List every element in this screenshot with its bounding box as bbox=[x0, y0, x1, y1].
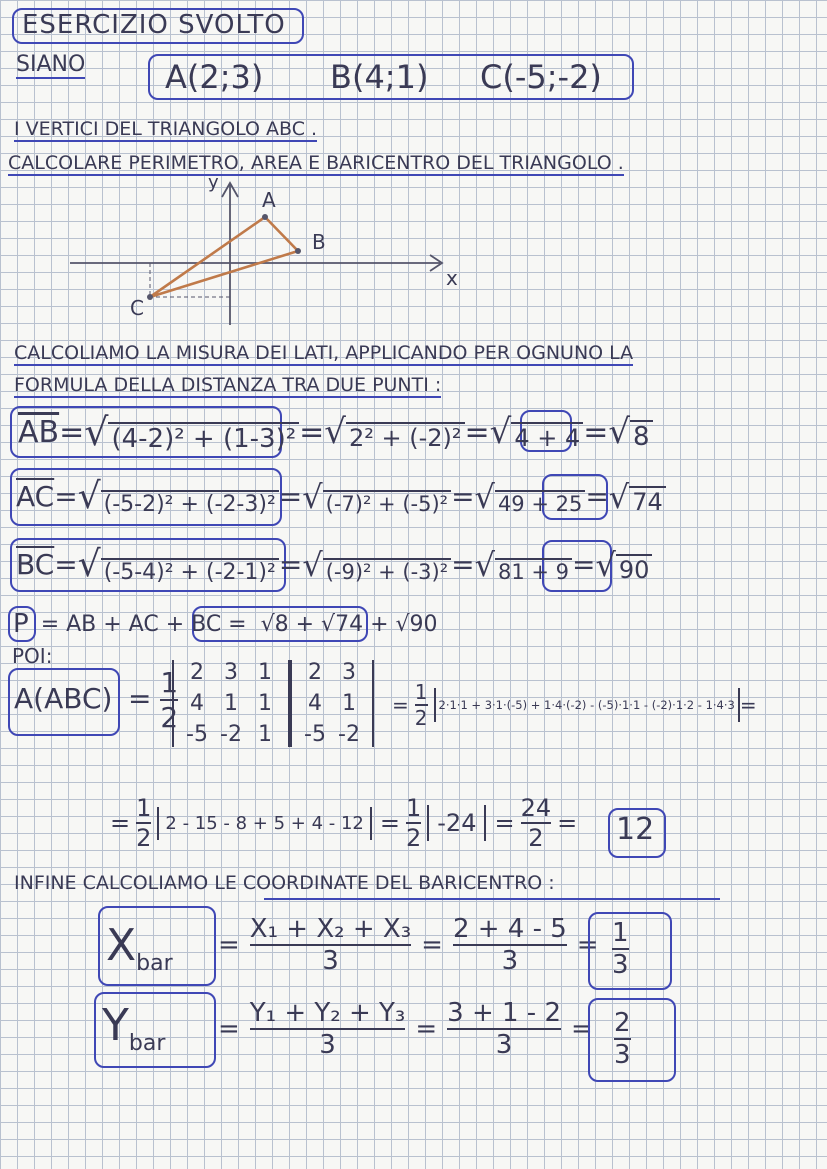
perimeter-result: √8 + √74 + √90 bbox=[260, 611, 438, 637]
matrix-cell: -2 bbox=[220, 722, 242, 747]
xbar-formula-num: X₁ + X₂ + X₃ bbox=[249, 914, 412, 944]
ybar-result bbox=[614, 1008, 631, 1070]
side-bc-step2: (-9)² + (-3)² bbox=[323, 558, 451, 584]
ybar-result-box bbox=[588, 998, 676, 1082]
ybar-label bbox=[102, 1000, 165, 1056]
centroid-intro-underline bbox=[264, 898, 720, 900]
side-ab-result: 8 bbox=[630, 420, 653, 452]
area-line2-half-den: 2 bbox=[136, 824, 152, 852]
side-ac-expr: (-5-2)² + (-2-3)² bbox=[101, 490, 279, 517]
side-bc-name: $\overline{BC}$ bbox=[16, 548, 55, 581]
centroid-intro: INFINE CALCOLIAMO LE COORDINATE DEL BARICENTRO : bbox=[14, 872, 555, 894]
ybar-letter: Y bbox=[102, 1000, 129, 1051]
side-ab-row: $\overline{AB}$ = √ (4-2)² + (1-3)² = √ 2² + (-2)² = √ 4 + 4 = √ 8 bbox=[18, 410, 653, 454]
side-ac-step3: 49 + 25 bbox=[495, 490, 585, 516]
ybar-formula: = $\frac{\text{Y₁ + Y₂ + Y₃}}{3}$ = $\frac{3 + 1 - 2}{3}$ = bbox=[218, 998, 593, 1060]
side-bc-result: 90 bbox=[616, 554, 653, 584]
xbar-sub: bar bbox=[136, 950, 173, 976]
matrix-cell: 1 bbox=[224, 691, 238, 716]
ybar-result-den: 3 bbox=[614, 1040, 631, 1070]
area-expansion-half-den: 2 bbox=[414, 706, 428, 730]
area-matrix-ext bbox=[290, 660, 374, 747]
side-ac-result: 74 bbox=[629, 486, 666, 516]
page-title: ESERCIZIO SVOLTO bbox=[22, 10, 286, 40]
area-line2-half-den-b: 2 bbox=[405, 824, 422, 852]
area-line2-half-num: 1 bbox=[136, 794, 152, 822]
area-line2-inner: 2 - 15 - 8 + 5 + 4 - 12 bbox=[157, 807, 371, 840]
side-ac-name: $\overline{AC}$ bbox=[16, 480, 55, 513]
poi-label: POI: bbox=[12, 644, 53, 668]
side-bc-step3: 81 + 9 bbox=[495, 558, 572, 584]
side-ab-step3: 4 + 4 bbox=[511, 422, 583, 452]
matrix-ext-cell: -2 bbox=[338, 722, 360, 747]
matrix-ext-cell: 1 bbox=[342, 691, 356, 716]
ybar-result-num: 2 bbox=[614, 1008, 631, 1038]
ybar-sub: bar bbox=[128, 1030, 166, 1056]
area-half: = $\frac{1}{2}$ bbox=[128, 666, 179, 734]
xbar-result-den: 3 bbox=[612, 950, 629, 980]
ybar-values-num: 3 + 1 - 2 bbox=[447, 998, 561, 1028]
xbar-label bbox=[106, 920, 173, 976]
sketch-c-label: C bbox=[130, 296, 144, 320]
sketch-b-label: B bbox=[312, 230, 326, 254]
sketch-a-label: A bbox=[262, 188, 276, 212]
area-half-den: 2 bbox=[160, 701, 179, 734]
point-b: B(4;1) bbox=[330, 58, 429, 96]
matrix-cell: 4 bbox=[190, 691, 204, 716]
area-label: A(ABC) bbox=[14, 682, 113, 715]
xbar-formula: = $\frac{\text{X₁ + X₂ + X₃}}{3}$ = $\frac{2 + 4 - 5}{3}$ = bbox=[218, 914, 599, 976]
intro-line-1: I VERTICI DEL TRIANGOLO ABC . bbox=[14, 118, 318, 140]
sketch-y-label: y bbox=[208, 172, 219, 193]
matrix-cell: 1 bbox=[258, 660, 272, 685]
point-c: C(-5;-2) bbox=[480, 58, 602, 96]
area-line2-half-num-b: 1 bbox=[405, 794, 422, 822]
matrix-cell: -5 bbox=[186, 722, 208, 747]
intro-line-2: CALCOLARE PERIMETRO, AREA E BARICENTRO DEL TRIANGOLO . bbox=[8, 152, 624, 174]
perimeter-sum: = AB + AC + BC = bbox=[40, 611, 247, 637]
xbar-values-den: 3 bbox=[501, 946, 519, 976]
side-ac-row: $\overline{AC}$ = √ (-5-2)² + (-2-3)² = √ (-7)² + (-5)² = √ 49 + 25 = √ 74 bbox=[16, 476, 666, 517]
matrix-cell: 1 bbox=[258, 691, 272, 716]
side-ab-expr: (4-2)² + (1-3)² bbox=[108, 422, 299, 454]
matrix-cell: 1 bbox=[258, 722, 272, 747]
xbar-result-num: 1 bbox=[612, 918, 629, 948]
matrix-ext-cell: -5 bbox=[304, 722, 326, 747]
perimeter-label: P bbox=[13, 609, 29, 639]
side-ab-step2: 2² + (-2)² bbox=[346, 422, 465, 452]
area-line2-num: 24 bbox=[520, 794, 552, 822]
sides-intro-line-2: FORMULA DELLA DISTANZA TRA DUE PUNTI : bbox=[14, 374, 442, 396]
xbar-result bbox=[612, 918, 629, 980]
area-line2-abs: -24 bbox=[427, 805, 486, 841]
sketch-x-label: x bbox=[446, 266, 458, 290]
ybar-formula-num: Y₁ + Y₂ + Y₃ bbox=[249, 998, 406, 1028]
matrix-ext-cell: 4 bbox=[308, 691, 322, 716]
point-a: A(2;3) bbox=[165, 58, 264, 96]
xbar-formula-den: 3 bbox=[322, 946, 339, 976]
xbar-letter: X bbox=[106, 920, 137, 971]
siano-label: SIANO bbox=[16, 52, 86, 77]
side-ab-name: $\overline{AB}$ bbox=[18, 414, 60, 450]
matrix-ext-cell: 3 bbox=[342, 660, 356, 685]
side-bc-expr: (-5-4)² + (-2-1)² bbox=[101, 558, 279, 585]
xbar-result-box bbox=[588, 912, 672, 990]
area-expansion-row: = $\frac{1}{2}$ 2·1·1 + 3·1·(-5) + 1·4·(-2) - (-5)·1·1 - (-2)·1·2 - 1·4·3 = bbox=[392, 680, 757, 730]
matrix-cell: 3 bbox=[224, 660, 238, 685]
matrix-ext-cell: 2 bbox=[308, 660, 322, 685]
sides-intro-line-1: CALCOLIAMO LA MISURA DEI LATI, APPLICANDO PER OGNUNO LA bbox=[14, 342, 634, 364]
side-ac-step2: (-7)² + (-5)² bbox=[323, 490, 451, 516]
area-line-2: = $\frac{1}{2}$ 2 - 15 - 8 + 5 + 4 - 12 = $\frac{1}{2}$ -24 = $\frac{24}{2}$ = bbox=[110, 794, 578, 852]
perimeter-row bbox=[13, 606, 438, 642]
area-half-num: 1 bbox=[160, 666, 179, 699]
area-expansion: 2·1·1 + 3·1·(-5) + 1·4·(-2) - (-5)·1·1 - (-2)·1·2 - 1·4·3 bbox=[434, 688, 740, 722]
area-result: 12 bbox=[616, 812, 655, 847]
area-expansion-half-num: 1 bbox=[414, 680, 428, 704]
ybar-values-den: 3 bbox=[495, 1030, 513, 1060]
side-bc-row: $\overline{BC}$ = √ (-5-4)² + (-2-1)² = √ (-9)² + (-3)² = √ 81 + 9 = √ 90 bbox=[16, 544, 652, 585]
matrix-cell: 2 bbox=[190, 660, 204, 685]
xbar-values-num: 2 + 4 - 5 bbox=[452, 914, 567, 944]
area-line2-den: 2 bbox=[528, 824, 544, 852]
area-matrix-3x3 bbox=[172, 660, 290, 747]
ybar-formula-den: 3 bbox=[319, 1030, 336, 1060]
